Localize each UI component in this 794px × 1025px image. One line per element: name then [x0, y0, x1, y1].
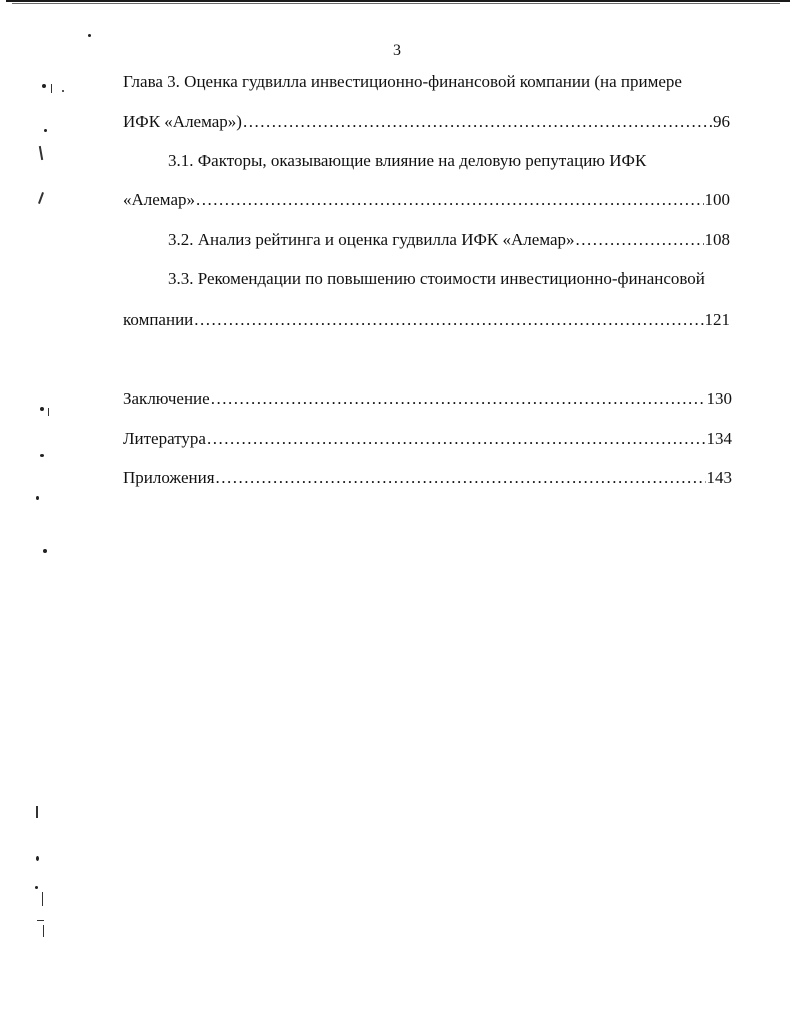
- scan-speck: [51, 84, 52, 93]
- dot-leader: [576, 230, 704, 250]
- toc-section-3-3-title: 3.3. Рекомендации по повышению стоимости инвестиционно-финансовой: [168, 269, 705, 288]
- page-number: 3: [393, 42, 401, 59]
- toc-conclusion-entry: [123, 389, 732, 409]
- toc-section-3-2-title: 3.2. Анализ рейтинга и оценка гудвилла ИФК «Алемар»: [168, 230, 575, 249]
- toc-chapter3-page: 96: [713, 112, 730, 131]
- dot-leader: [196, 190, 704, 210]
- toc-conclusion-title: Заключение: [123, 389, 210, 408]
- toc-literature-title: Литература: [123, 429, 206, 448]
- top-border-rule: [6, 0, 790, 2]
- toc-chapter3-entry: [123, 112, 730, 132]
- scan-speck: [37, 920, 44, 921]
- dot-leader: [207, 429, 706, 449]
- scan-speck: [42, 84, 46, 88]
- toc-section-3-2-page: 108: [704, 230, 730, 249]
- toc-section-3-1-title-cont: «Алемар»: [123, 190, 195, 209]
- scan-speck: [62, 90, 64, 92]
- toc-appendices-title: Приложения: [123, 468, 215, 487]
- toc-section-3-2-entry: [168, 230, 730, 250]
- toc-section-3-3-entry: [123, 310, 730, 330]
- dot-leader: [243, 112, 712, 132]
- scan-speck: [36, 496, 39, 500]
- scan-speck: [36, 806, 38, 818]
- toc-chapter3-title-cont: ИФК «Алемар»): [123, 112, 242, 131]
- scan-speck: [40, 407, 44, 411]
- toc-section-3-3-title-cont: компании: [123, 310, 194, 329]
- scan-speck: [36, 856, 39, 861]
- toc-chapter3-title: Глава 3. Оценка гудвилла инвестиционно-финансовой компании (на примере: [123, 72, 682, 91]
- scan-speck: [88, 34, 91, 37]
- scan-speck: [43, 549, 47, 553]
- scan-speck: [35, 886, 38, 889]
- toc-appendices-entry: [123, 468, 732, 488]
- dot-leader: [194, 310, 703, 330]
- top-border-rule-secondary: [12, 3, 780, 4]
- toc-section-3-1-page: 100: [704, 190, 730, 209]
- scan-speck: [42, 892, 43, 906]
- toc-section-3-3-page: 121: [704, 310, 730, 329]
- scan-speck: [48, 408, 49, 416]
- scan-speck: [40, 454, 44, 457]
- toc-appendices-page: 143: [706, 468, 732, 487]
- toc-conclusion-page: 130: [706, 389, 732, 408]
- toc-section-3-1-title: 3.1. Факторы, оказывающие влияние на деловую репутацию ИФК: [168, 151, 647, 170]
- toc-literature-page: 134: [706, 429, 732, 448]
- scan-speck: [43, 925, 44, 937]
- scan-speck: [39, 146, 43, 160]
- dot-leader: [211, 389, 706, 409]
- dot-leader: [216, 468, 706, 488]
- toc-literature-entry: [123, 429, 732, 449]
- scan-speck: [38, 192, 44, 204]
- toc-section-3-1-entry: [123, 190, 730, 210]
- scan-speck: [44, 129, 47, 132]
